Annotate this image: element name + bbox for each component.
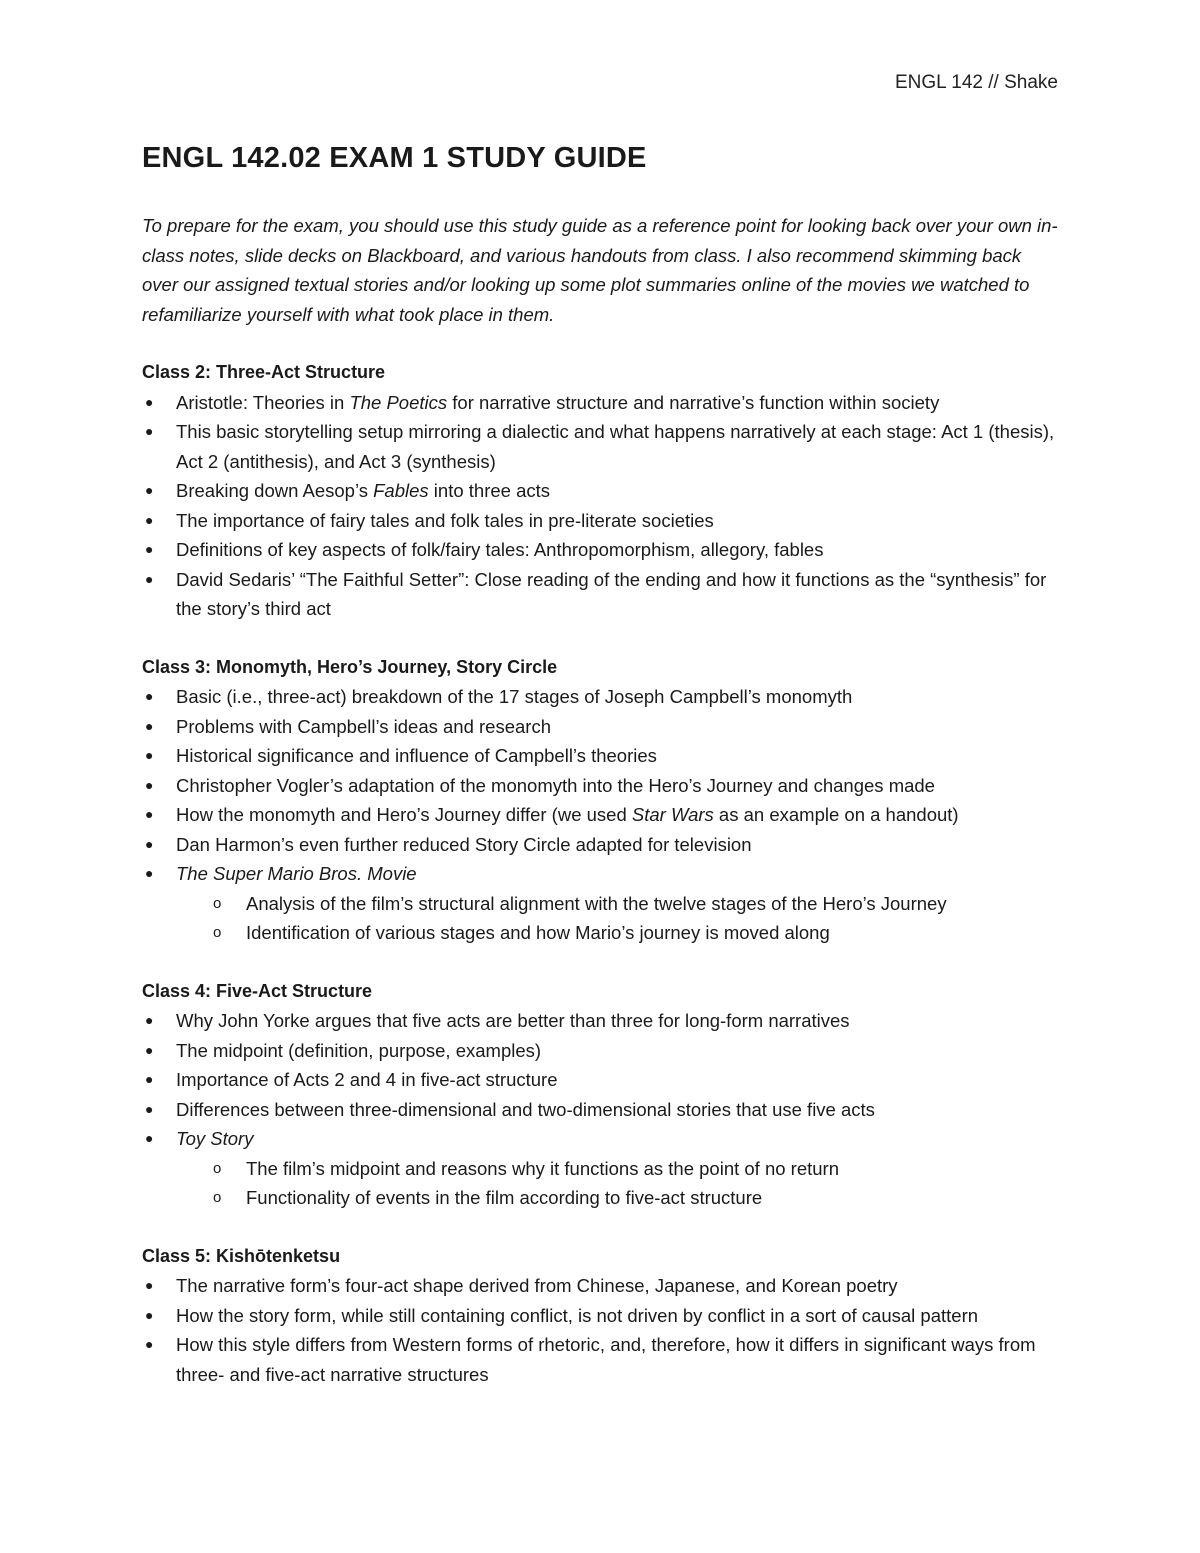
list-item-text: Problems with Campbell’s ideas and research (176, 715, 551, 737)
italic-title: Fables (373, 480, 429, 501)
section-heading: Class 4: Five-Act Structure (142, 980, 373, 1001)
bullet-icon: ● (145, 806, 154, 822)
list-item (142, 859, 1062, 948)
list-item-text: Identification of various stages and how Mario’s journey is moved along (246, 922, 830, 943)
bullet-icon: ● (145, 835, 154, 852)
running-header: ENGL 142 // Shake (894, 72, 1058, 93)
bullet-icon: ● (145, 393, 154, 410)
list-item-text: Why John Yorke argues that five acts are better than three for long-form narratives (176, 1010, 850, 1031)
bullet-icon: ● (145, 1041, 154, 1058)
sub-list-item (176, 918, 1062, 948)
section-class-5 (142, 1242, 1062, 1390)
list-item-text: Differences between three-dimensional and two-dimensional stories that use five acts (176, 1098, 875, 1120)
list-item-text: The film’s midpoint and reasons why it functions as the point of no return (246, 1157, 840, 1179)
list-item-text: This basic storytelling setup mirroring a dialectic and what happens narratively at each stage: Act 1 (thesis), Act 2 (antithesis), and Act 3 (synthesis) (176, 421, 1055, 472)
italic-title: Star Wars (631, 804, 714, 825)
bullet-icon: ● (145, 1130, 154, 1146)
list-item (142, 476, 1062, 506)
list-item-text: Analysis of the film’s structural alignment with the twelve stages of the Hero’s Journey (246, 892, 947, 914)
list-item (142, 1095, 1062, 1125)
list-item (142, 506, 1062, 536)
bullet-icon: ● (145, 1100, 154, 1117)
list-item (142, 1124, 1062, 1213)
bullet-list (142, 682, 1062, 948)
list-item (142, 1271, 1062, 1301)
bullet-icon: ● (145, 541, 154, 557)
document-body (142, 142, 1062, 1418)
list-item (142, 1330, 1062, 1389)
list-item-text: Importance of Acts 2 and 4 in five-act structure (176, 1069, 558, 1090)
bullet-icon: ● (145, 511, 154, 528)
bullet-list (142, 1006, 1062, 1213)
list-item (142, 682, 1062, 712)
list-item-text: Dan Harmon’s even further reduced Story Circle adapted for television (176, 833, 752, 855)
bullet-list (142, 1271, 1062, 1389)
bullet-icon: ● (145, 776, 154, 793)
circle-bullet-icon: o (213, 924, 222, 941)
sub-list-item (176, 889, 1062, 919)
circle-bullet-icon: o (213, 1159, 222, 1177)
bullet-icon: ● (145, 1071, 154, 1087)
list-item (142, 1065, 1062, 1095)
list-item (142, 535, 1062, 565)
list-item-text: Definitions of key aspects of folk/fairy tales: Anthropomorphism, allegory, fables (176, 539, 824, 560)
circle-bullet-icon: o (213, 1189, 222, 1206)
list-item (142, 712, 1062, 742)
bullet-icon: ● (145, 865, 154, 881)
list-item-text: for narrative structure and narrative’s function within society (447, 391, 940, 413)
list-item-text: into three acts (428, 480, 550, 501)
sub-list (176, 1154, 1062, 1213)
bullet-icon: ● (145, 423, 154, 439)
bullet-icon: ● (145, 570, 154, 587)
bullet-icon: ● (145, 688, 154, 704)
list-item (142, 565, 1062, 624)
bullet-icon: ● (145, 1277, 154, 1293)
sub-list (176, 889, 1062, 948)
bullet-icon: ● (145, 747, 154, 763)
list-item (142, 417, 1062, 476)
list-item-text: Aristotle: Theories in (176, 391, 350, 413)
list-item-text: The narrative form’s four-act shape derived from Chinese, Japanese, and Korean poetry (176, 1275, 898, 1296)
bullet-icon: ● (145, 1336, 154, 1352)
circle-bullet-icon: o (213, 894, 222, 912)
section-heading: Class 5: Kishōtenketsu (142, 1245, 341, 1266)
bullet-icon: ● (145, 1012, 154, 1028)
document-title: ENGL 142.02 EXAM 1 STUDY GUIDE (142, 142, 647, 174)
list-item-text: The importance of fairy tales and folk tales in pre-literate societies (176, 509, 714, 531)
italic-title: The Super Mario Bros. Movie (176, 863, 417, 884)
list-item-text: Functionality of events in the film according to five-act structure (246, 1187, 763, 1208)
sub-list-item (176, 1154, 1062, 1184)
list-item-text: How the monomyth and Hero’s Journey differ (we used (176, 804, 632, 825)
bullet-icon: ● (145, 482, 154, 498)
list-item-text: Christopher Vogler’s adaptation of the monomyth into the Hero’s Journey and changes made (176, 774, 935, 796)
list-item (142, 830, 1062, 860)
bullet-icon: ● (145, 717, 154, 734)
list-item-text: Historical significance and influence of Campbell’s theories (176, 745, 657, 766)
list-item (142, 1006, 1062, 1036)
list-item (142, 800, 1062, 830)
list-item-text: as an example on a handout) (713, 804, 959, 825)
list-item-text: Breaking down Aesop’s (176, 480, 374, 501)
sub-list-item (176, 1183, 1062, 1213)
list-item (142, 1301, 1062, 1331)
section-heading: Class 3: Monomyth, Hero’s Journey, Story Circle (142, 656, 558, 677)
list-item (142, 771, 1062, 801)
list-item (142, 741, 1062, 771)
list-item-text: David Sedaris’ “The Faithful Setter”: Close reading of the ending and how it functions as the “synthesis” for the story’s third act (176, 568, 1047, 619)
list-item-text: The midpoint (definition, purpose, examples) (176, 1039, 542, 1061)
bullet-list (142, 388, 1062, 624)
italic-title: Toy Story (176, 1128, 254, 1149)
intro-paragraph: To prepare for the exam, you should use this study guide as a reference point for looking back over your own in-class notes, slide decks on Blackboard, and various handouts from class. I also recommend skimming back over our assigned textual stories and/or looking up some plot summaries online of the movies we watched to refamiliarize yourself with what took place in them. (142, 215, 1058, 325)
section-class-2 (142, 358, 1062, 624)
bullet-icon: ● (145, 1306, 154, 1323)
list-item (142, 388, 1062, 418)
section-class-3 (142, 653, 1062, 948)
list-item-text: Basic (i.e., three-act) breakdown of the 17 stages of Joseph Campbell’s monomyth (176, 686, 853, 707)
list-item (142, 1036, 1062, 1066)
list-item-text: How the story form, while still containing conflict, is not driven by conflict in a sort of causal pattern (176, 1304, 979, 1326)
section-class-4 (142, 977, 1062, 1213)
list-item-text: How this style differs from Western forms of rhetoric, and, therefore, how it differs in significant ways from three- and five-act narrative structures (176, 1334, 1036, 1385)
italic-title: The Poetics (349, 391, 448, 413)
section-heading: Class 2: Three-Act Structure (142, 362, 386, 382)
